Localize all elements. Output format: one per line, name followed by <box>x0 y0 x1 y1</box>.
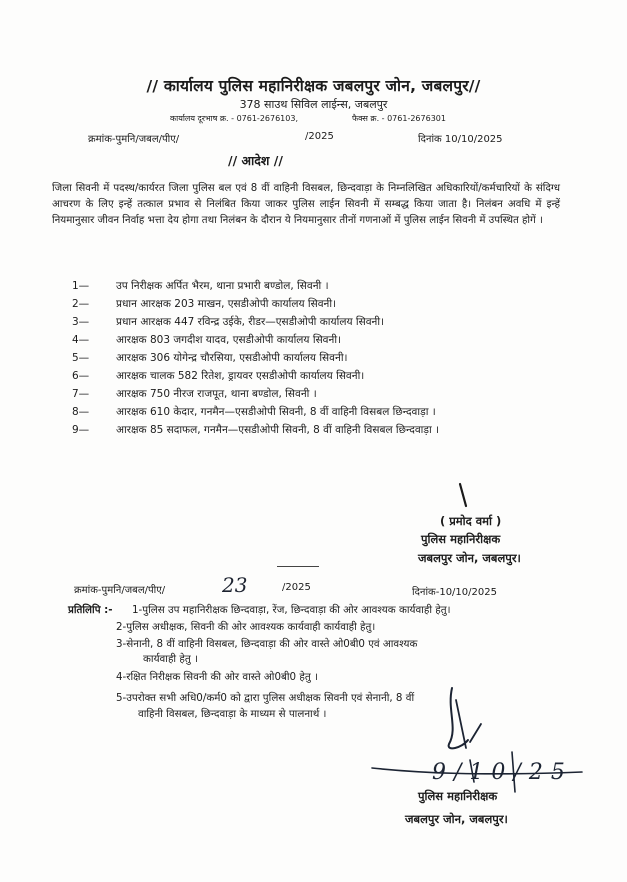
officer-item: 1— उप निरीक्षक अर्पित भैरम, थाना प्रभारी बण्डोल, सिवनी । <box>72 280 329 292</box>
copy-label: प्रतिलिपि :- <box>68 604 113 616</box>
signatory-location-2: जबलपुर जोन, जबलपुर। <box>405 812 508 826</box>
signatory-designation: पुलिस महानिरीक्षक <box>421 532 501 546</box>
officer-item: 2— प्रधान आरक्षक 203 माखन, एसडीओपी कार्यालय सिवनी। <box>72 298 337 310</box>
copy-item: 1-पुलिस उप महानिरीक्षक छिन्दवाड़ा, रेंज, छिन्दवाड़ा की ओर आवश्यक कार्यवाही हेतु। <box>132 604 451 616</box>
handwritten-order-number: 23 <box>222 573 248 597</box>
officer-item: 5— आरक्षक 306 योगेन्द्र चौरसिया, एसडीओपी कार्यालय सिवनी। <box>72 352 348 364</box>
order-body-text: जिला सिवनी में पदस्थ/कार्यरत जिला पुलिस बल एवं 8 वीं वाहिनी विसबल, छिन्दवाड़ा के निम्नलिखित अधिकारियों/कर्मचारियों के संदिग्ध आचरण के लिए इन्हें तत्काल प्रभाव से निलंबित किया जाकर पुलिस लाईन सिवनी में सम्बद्ध किया जाता है। निलंबन अवधि में इन्हें नियमानुसार जीवन निर्वाह भत्ता देय होगा तथा निलंबन के दौरान ये नियमानुसार तीनों गणनाओं में पुलिस लाईन सिवनी में उपस्थित होगें । <box>52 183 560 227</box>
signatory-name: ( प्रमोद वर्मा ) <box>440 514 502 528</box>
order-year: /2025 <box>305 131 334 142</box>
copy-year: /2025 <box>282 582 311 593</box>
officer-item: 3— प्रधान आरक्षक 447 रविन्द्र उईके, रीडर—एसडीओपी कार्यालय सिवनी। <box>72 316 385 328</box>
copy-item: वाहिनी विसबल, छिन्दवाड़ा के माध्यम से पालनार्थ । <box>138 708 327 720</box>
office-phone: कार्यालय दूरभाष क्र. - 0761-2676103, <box>170 114 298 123</box>
copy-item: 5-उपरोक्त सभी अधि0/कर्म0 को द्वारा पुलिस अधीक्षक सिवनी एवं सेनानी, 8 वीं <box>116 692 415 704</box>
copy-item: कार्यवाही हेतु । <box>143 653 198 665</box>
copy-item: 3-सेनानी, 8 वीं वाहिनी विसबल, छिन्दवाड़ा की ओर वास्ते ओ0बी0 एवं आवश्यक <box>116 638 418 650</box>
officer-item: 4— आरक्षक 803 जगदीश यादव, एसडीओपी कार्यालय सिवनी। <box>72 334 342 346</box>
handwritten-date: 9/10/25 <box>432 760 573 785</box>
order-ref-number: क्रमांक-पुमनि/जबल/पीए/ <box>88 134 180 145</box>
officer-item: 8— आरक्षक 610 केदार, गनमैन—एसडीओपी सिवनी, 8 वीं वाहिनी विसबल छिन्दवाड़ा । <box>72 406 436 418</box>
signatory-designation-2: पुलिस महानिरीक्षक <box>418 789 498 803</box>
officer-item: 9— आरक्षक 85 सदाफल, गनमैन—एसडीओपी सिवनी, 8 वीं वाहिनी विसबल छिन्दवाड़ा । <box>72 424 440 436</box>
office-title: // कार्यालय पुलिस महानिरीक्षक जबलपुर जोन, जबलपुर// <box>146 77 481 95</box>
office-address: 378 साउथ सिविल लाईन्स, जबलपुर <box>239 98 388 111</box>
copy-item: 2-पुलिस अधीक्षक, सिवनी की ओर आवश्यक कार्यवाही कार्यवाही हेतु। <box>116 621 376 633</box>
order-date: दिनांक 10/10/2025 <box>418 134 503 145</box>
order-heading: // आदेश // <box>228 153 283 168</box>
officer-item: 7— आरक्षक 750 नीरज राजपूत, थाना बण्डोल, सिवनी । <box>72 388 317 400</box>
officer-item: 6— आरक्षक चालक 582 रितेश, ड्रायवर एसडीओपी कार्यालय सिवनी। <box>72 370 365 382</box>
office-fax: फैक्स क्र. - 0761-2676301 <box>352 114 446 123</box>
signatory-location: जबलपुर जोन, जबलपुर। <box>418 551 521 565</box>
copy-date: दिनांक-10/10/2025 <box>412 587 497 598</box>
copy-item: 4-रक्षित निरीक्षक सिवनी की ओर वास्ते ओ0बी0 हेतु । <box>116 671 318 683</box>
copy-ref-number: क्रमांक-पुमनि/जबल/पीए/ <box>74 585 166 596</box>
